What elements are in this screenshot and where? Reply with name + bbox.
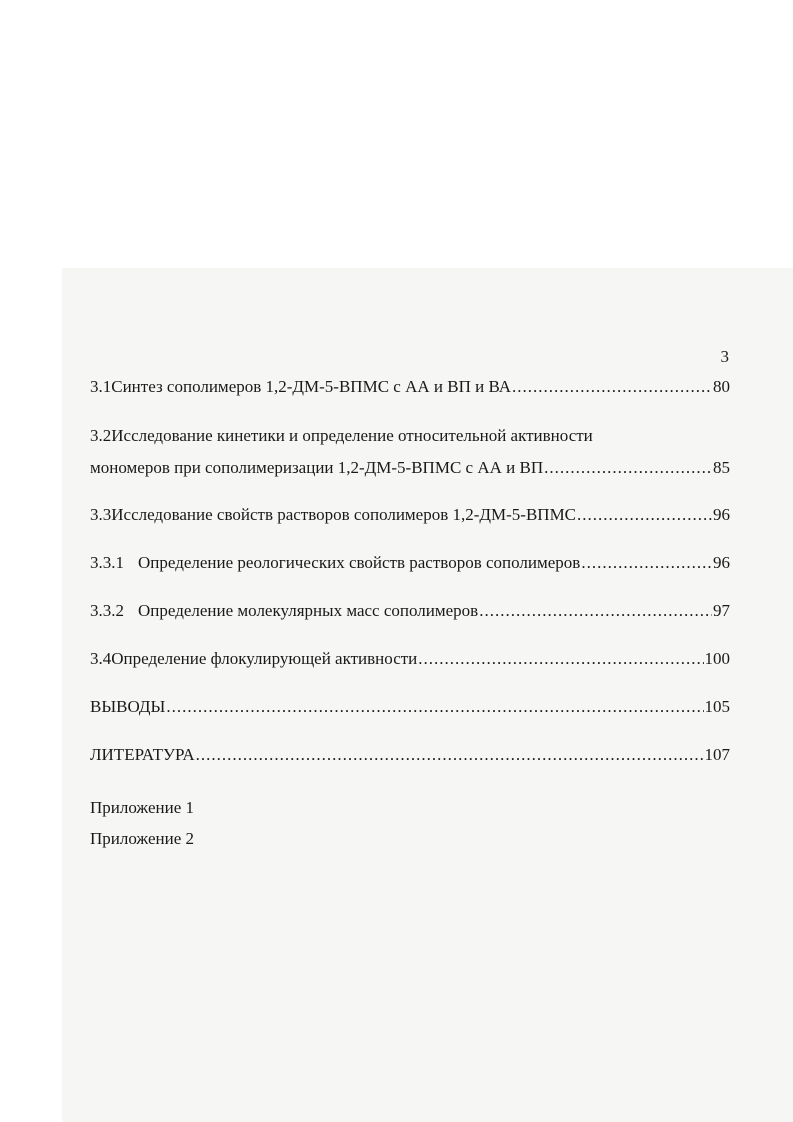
page-number: 3 bbox=[720, 347, 729, 366]
toc-entry-page: 100 bbox=[704, 649, 730, 668]
toc-entry-3-3 bbox=[90, 505, 730, 525]
toc-entry-page: 105 bbox=[704, 697, 730, 716]
toc-leader-dots bbox=[166, 697, 703, 717]
toc-subsection-number: 3.3.2 bbox=[90, 601, 124, 620]
toc-leader-dots bbox=[418, 649, 703, 669]
toc-entry-3-3-1 bbox=[90, 553, 730, 573]
toc-leader-dots bbox=[196, 745, 704, 765]
toc-leader-dots bbox=[577, 505, 712, 525]
toc-entry-3-3-2 bbox=[90, 601, 730, 621]
toc-entry-title: ЛИТЕРАТУРА bbox=[90, 745, 195, 764]
toc-entry-page: 96 bbox=[713, 553, 730, 572]
toc-entry-page: 85 bbox=[713, 458, 730, 477]
appendix-1: Приложение 1 bbox=[90, 798, 194, 817]
toc-entry-3-2-line1 bbox=[90, 426, 730, 446]
toc-leader-dots bbox=[479, 601, 712, 621]
toc-entry-3-4 bbox=[90, 649, 730, 669]
toc-subsection-number: 3.3.1 bbox=[90, 553, 124, 572]
toc-entry-title: 3.1Синтез сополимеров 1,2-ДМ-5-ВПМС с АА и ВП и ВА bbox=[90, 377, 511, 396]
toc-entry-page: 97 bbox=[713, 601, 730, 620]
toc-leader-dots bbox=[581, 553, 712, 573]
toc-entry-title-continued: мономеров при сополимеризации 1,2-ДМ-5-ВПМС с АА и ВП bbox=[90, 458, 544, 477]
toc-entry-title: Определение молекулярных масс сополимеров bbox=[138, 601, 479, 620]
toc-entry-3-1 bbox=[90, 377, 730, 397]
toc-entry-3-2-line2 bbox=[90, 458, 730, 478]
toc-entry-page: 80 bbox=[713, 377, 730, 396]
appendix-2: Приложение 2 bbox=[90, 829, 194, 848]
toc-leader-dots bbox=[512, 377, 712, 397]
toc-entry-title: 3.3Исследование свойств растворов сополимеров 1,2-ДМ-5-ВПМС bbox=[90, 505, 577, 524]
toc-entry-page: 107 bbox=[704, 745, 730, 764]
toc-leader-dots bbox=[544, 458, 712, 478]
toc-entry-title: Определение реологических свойств растворов сополимеров bbox=[138, 553, 581, 572]
toc-entry-title: 3.4Определение флокулирующей активности bbox=[90, 649, 418, 668]
toc-entry-conclusions bbox=[90, 697, 730, 717]
toc-entry-title: 3.2Исследование кинетики и определение относительной активности bbox=[90, 426, 593, 445]
toc-entry-page: 96 bbox=[713, 505, 730, 524]
toc-entry-title: ВЫВОДЫ bbox=[90, 697, 166, 716]
toc-entry-literature bbox=[90, 745, 730, 765]
